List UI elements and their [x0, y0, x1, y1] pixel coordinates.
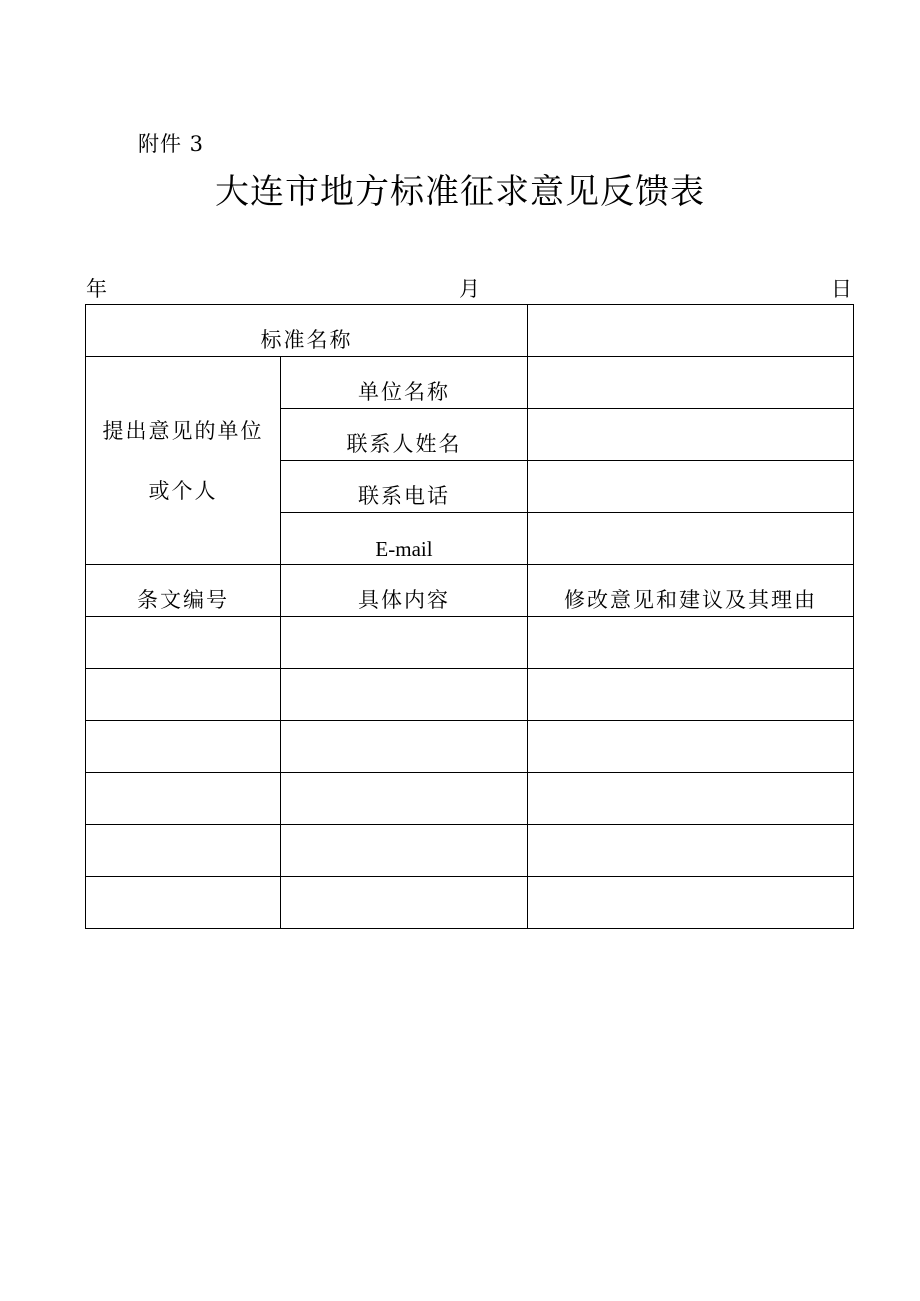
column-header-clause: [86, 565, 281, 617]
date-year-label: 年: [86, 277, 107, 301]
unit-name-label: 单位名称: [358, 380, 450, 404]
attachment-label: 附件 3: [138, 132, 205, 156]
suggestion-cell[interactable]: [528, 877, 854, 929]
proposer-label-line1: 提出意见的单位: [102, 418, 264, 443]
contact-phone-label: 联系电话: [358, 484, 450, 508]
date-day-label: 日: [831, 277, 852, 301]
table-row: [86, 773, 854, 825]
clause-number-cell[interactable]: [86, 825, 281, 877]
contact-name-label-cell: [281, 409, 528, 461]
email-field[interactable]: [528, 513, 854, 565]
clause-number-cell[interactable]: [86, 669, 281, 721]
suggestion-cell[interactable]: [528, 825, 854, 877]
table-row: [86, 669, 854, 721]
contact-name-label: 联系人姓名: [346, 432, 462, 456]
content-cell[interactable]: [281, 617, 528, 669]
standard-name-field[interactable]: [528, 305, 854, 357]
date-month-label: 月: [459, 277, 480, 301]
unit-name-row: [86, 357, 854, 409]
clause-number-cell[interactable]: [86, 617, 281, 669]
email-label-cell: [281, 513, 528, 565]
column-header-row: [86, 565, 854, 617]
content-header: 具体内容: [358, 588, 450, 612]
content-cell[interactable]: [281, 877, 528, 929]
column-header-content: [281, 565, 528, 617]
contact-phone-label-cell: [281, 461, 528, 513]
proposer-label-line2: 或个人: [148, 478, 218, 503]
standard-name-label-cell: [86, 305, 528, 357]
date-line: [86, 273, 852, 303]
clause-number-cell[interactable]: [86, 773, 281, 825]
content-cell[interactable]: [281, 721, 528, 773]
table-row: [86, 825, 854, 877]
clause-number-cell[interactable]: [86, 877, 281, 929]
table-row: [86, 877, 854, 929]
suggestion-cell[interactable]: [528, 617, 854, 669]
email-label: E-mail: [375, 537, 433, 561]
standard-name-label: 标准名称: [260, 328, 353, 352]
proposer-label-cell: [86, 357, 281, 565]
suggestion-header: 修改意见和建议及其理由: [564, 588, 817, 612]
clause-number-cell[interactable]: [86, 721, 281, 773]
feedback-form-table: [85, 304, 854, 929]
content-cell[interactable]: [281, 669, 528, 721]
clause-number-header: 条文编号: [137, 588, 229, 612]
column-header-suggestion: [528, 565, 854, 617]
standard-name-row: [86, 305, 854, 357]
contact-phone-field[interactable]: [528, 461, 854, 513]
content-cell[interactable]: [281, 825, 528, 877]
contact-name-field[interactable]: [528, 409, 854, 461]
suggestion-cell[interactable]: [528, 773, 854, 825]
table-row: [86, 617, 854, 669]
unit-name-field[interactable]: [528, 357, 854, 409]
suggestion-cell[interactable]: [528, 669, 854, 721]
table-row: [86, 721, 854, 773]
unit-name-label-cell: [281, 357, 528, 409]
content-cell[interactable]: [281, 773, 528, 825]
page-title: 大连市地方标准征求意见反馈表: [215, 172, 705, 212]
suggestion-cell[interactable]: [528, 721, 854, 773]
